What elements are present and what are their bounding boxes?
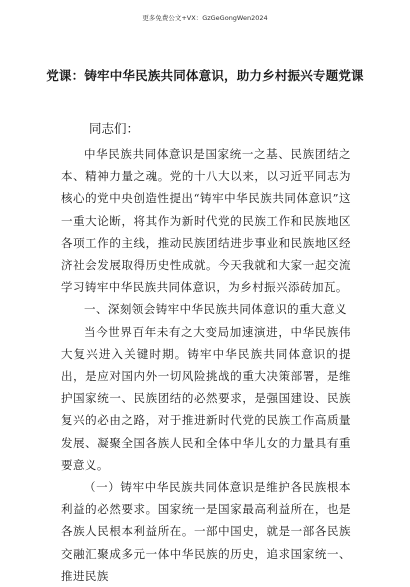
body-paragraph: 当今世界百年未有之大变局加速演进，中华民族伟大复兴进入关键时期。铸牢中华民族共同体意识的提出，是应对国内外一切风险挑战的重大决策部署，是维护国家统一、民族团结的必然要求，是强国建设、民族复兴的必由之路，对于推进新时代党的民族工作高质量发展、凝聚全国各族人民和全体中华儿女的力量具有重要意义。 [61,324,351,472]
salutation: 同志们： [89,121,140,136]
section-heading: 一、深刻领会铸牢中华民族共同体意识的重大意义 [84,302,347,317]
body-paragraph: （一）铸牢中华民族共同体意识是维护各民族根本利益的必然要求。国家统一是国家最高利益所在，也是各族人民根本利益所在。一部中国史，就是一部各民族交融汇聚成多元一体中华民族的历史，追求国家统一、推进民族 [61,480,351,583]
intro-paragraph: 中华民族共同体意识是国家统一之基、民族团结之本、精神力量之魂。党的十八大以来，以习近平同志为核心的党中央创造性提出“铸牢中华民族共同体意识”这一重大论断，将其作为新时代党的民族工作和民族地区各项工作的主线，推动民族团结进步事业和民族地区经济社会发展取得历史性成就。今天我就和大家一起交流学习铸牢中华民族共同体意识，为乡村振兴添砖加瓦。 [61,147,351,295]
document-title: 党课：铸牢中华民族共同体意识，助力乡村振兴专题党课 [46,68,364,83]
page-header: 更多免费公文+VX：GzGeGongWen2024 [142,14,268,22]
document-body [61,143,351,587]
